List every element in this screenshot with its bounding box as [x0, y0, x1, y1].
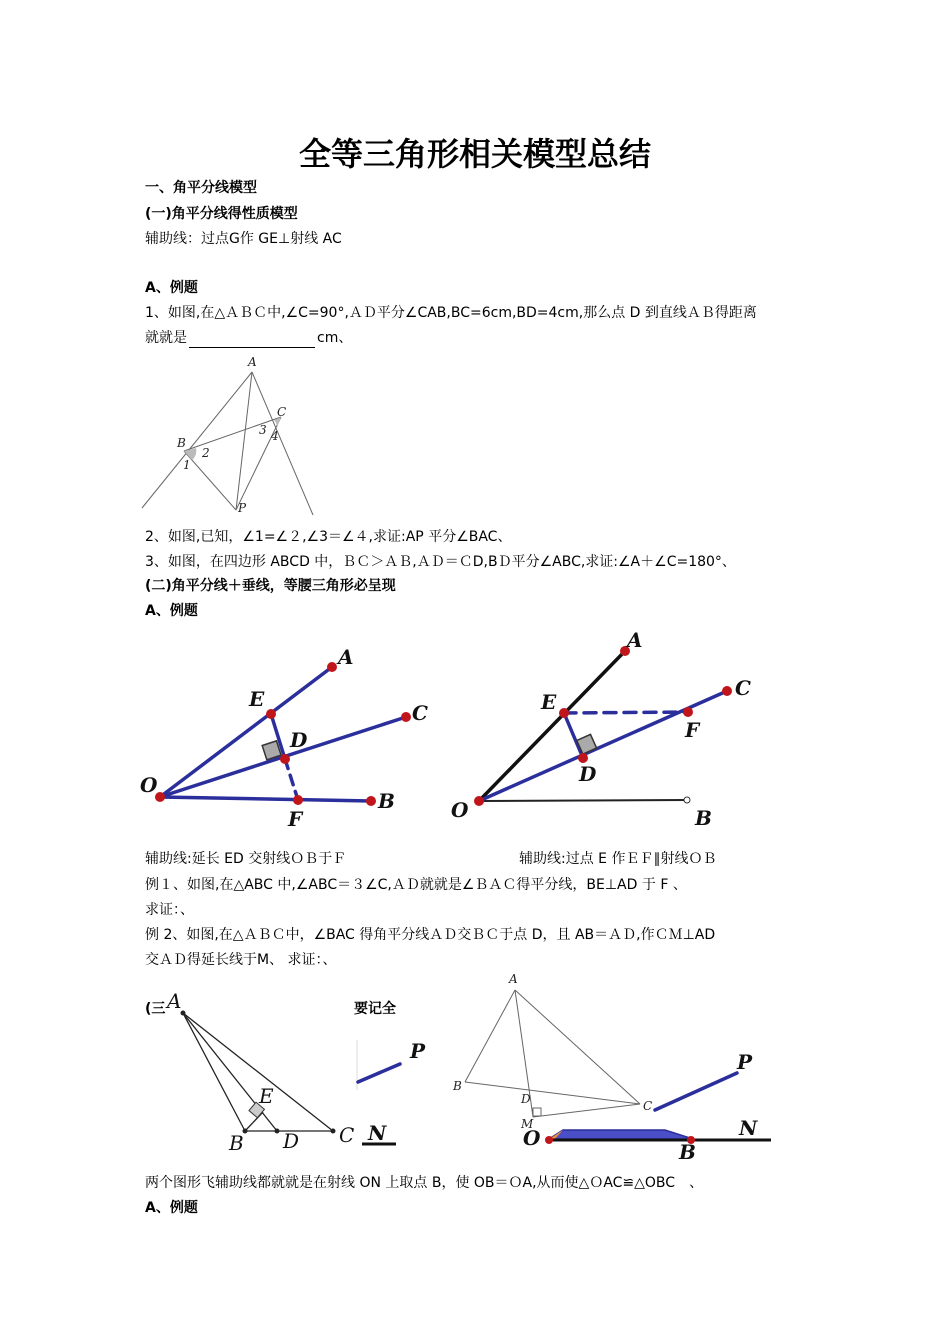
fig5-label-b: B	[453, 1079, 462, 1093]
segment-ad	[183, 1013, 277, 1131]
fig-label-b: B	[679, 1140, 696, 1164]
point-o-2	[474, 796, 484, 806]
figure-2-extend-ed	[140, 640, 440, 835]
fig2-label-a: A	[338, 645, 354, 669]
point-c-4	[331, 1129, 336, 1134]
fig3-label-d: D	[579, 762, 597, 786]
fig3-label-a: A	[627, 628, 643, 652]
line-a-p	[236, 372, 252, 510]
point-e	[266, 709, 276, 719]
fig1-label-a: A	[248, 355, 257, 369]
fig2-label-d: D	[290, 728, 308, 752]
fig5-label-a: A	[509, 972, 518, 986]
subsection-heading-1: (一)角平分线得性质模型	[145, 206, 298, 222]
question-2: 2、如图,已知，∠1=∠２,∠3＝∠４,求证:AP 平分∠BAC、	[145, 529, 512, 545]
ray-p-left	[358, 1064, 400, 1082]
point-c-2	[722, 686, 732, 696]
ray-op	[655, 1073, 737, 1110]
fig1-label-b: B	[177, 436, 186, 450]
fig-label-n-left: N	[368, 1121, 387, 1145]
fig-label-o: O	[523, 1126, 541, 1150]
fig1-label-2: 2	[202, 446, 210, 460]
ray-oa-black	[479, 651, 625, 801]
fig3-label-b: B	[695, 806, 712, 830]
side-ab	[183, 1013, 245, 1131]
summary-text: 两个图形飞辅助线都就就是在射线 ON 上取点 B，使 OB＝ＯA,从而使△ＯAC≌△OBC 、	[145, 1175, 704, 1191]
figure-1-angle-bisector	[140, 350, 320, 520]
figure-ray-n-left	[360, 1120, 400, 1150]
fig5-label-d: D	[521, 1092, 531, 1106]
fig3-label-f: F	[685, 718, 700, 742]
fig-label-p-left: P	[410, 1039, 426, 1063]
fig1-label-p: P	[238, 501, 247, 515]
fig3-label-e: E	[541, 690, 557, 714]
fig3-label-o: O	[451, 798, 469, 822]
question-3: 3、如图，在四边形 ABCD 中，ＢＣ＞ＡＢ,ＡＤ＝ＣD,BＤ平分∠ABC,求证:∠A＋∠C=180°、	[145, 554, 736, 570]
fig4-label-e: E	[259, 1084, 274, 1108]
line-a-right	[252, 372, 313, 515]
figure-ray-on	[515, 1050, 780, 1164]
example-1-line-1: 例１、如图,在△ABC 中,∠ABC＝３∠C,ＡＤ就就是∠ＢＡＣ得平分线，BE⊥AD 于 F 、	[145, 877, 687, 893]
dashed-ef	[564, 712, 688, 713]
fig2-label-c: C	[412, 701, 428, 725]
fig3-label-c: C	[735, 676, 751, 700]
segment-ed-blue	[564, 713, 583, 758]
fig1-label-4: 4	[271, 429, 279, 443]
point-b-2	[684, 797, 690, 803]
dashed-df	[285, 759, 298, 800]
example-2-line-1: 例 2、如图,在△ＡＢＣ中，∠BAC 得角平分线ＡＤ交ＢＣ于点 D，且 AB＝ＡＤ,作ＣＭ⊥AD	[145, 927, 716, 943]
fig1-label-1: 1	[183, 458, 191, 472]
example-label-1: A、例题	[145, 280, 198, 296]
fig2-label-b: B	[378, 789, 395, 813]
example-1-line-2: 求证：、	[145, 902, 194, 918]
point-b	[366, 796, 376, 806]
subsection-heading-2: (二)角平分线＋垂线，等腰三角形必呈现	[145, 578, 396, 594]
section-heading: 一、角平分线模型	[145, 180, 257, 196]
side-ab-5	[465, 990, 515, 1082]
point-a	[327, 662, 337, 672]
fig-label-n: N	[739, 1116, 758, 1140]
fig2-label-o: O	[140, 773, 158, 797]
point-d-4	[275, 1129, 280, 1134]
ray-ob-black	[479, 800, 687, 801]
line-b-p	[184, 451, 236, 510]
fig5-label-m: M	[521, 1117, 534, 1131]
aux-line-text-1: 辅助线：过点G作 GE⊥射线 AC	[145, 231, 342, 247]
aux-line-text-2-right: 辅助线:过点 E 作ＥＦ∥射线ＯＢ	[519, 851, 717, 867]
line-a-left	[142, 372, 252, 508]
point-o-5	[545, 1136, 553, 1144]
fig1-label-c: C	[277, 405, 287, 419]
figure-3-parallel-ef	[445, 625, 765, 835]
point-f-2	[683, 707, 693, 717]
fig2-label-f: F	[288, 807, 303, 831]
fig4-label-b: B	[229, 1131, 244, 1155]
figure-ray-p-left	[356, 1040, 436, 1090]
shaded-region	[549, 1130, 693, 1139]
example-2-line-2: 交ＡＤ得延长线于M、 求证：、	[145, 952, 337, 968]
point-d	[280, 754, 290, 764]
fig5-label-c: C	[643, 1099, 653, 1113]
fig2-label-e: E	[249, 687, 265, 711]
example-label-3: A、例题	[145, 1200, 198, 1216]
fig4-label-d: D	[283, 1129, 300, 1153]
page-title: 全等三角形相关模型总结	[298, 135, 651, 173]
figure-4-triangle-abc	[145, 990, 360, 1160]
subsection-heading-3-prefix: (三	[145, 1001, 166, 1017]
point-e-2	[559, 708, 569, 718]
example-label-2: A、例题	[145, 603, 198, 619]
fig4-label-a: A	[167, 989, 182, 1013]
point-f	[293, 795, 303, 805]
answer-blank	[189, 332, 315, 348]
fig-label-p-right: P	[737, 1050, 753, 1074]
ray-ob	[160, 797, 371, 801]
fig1-label-3: 3	[259, 423, 267, 437]
point-c	[401, 712, 411, 722]
fig4-label-c: C	[339, 1123, 355, 1147]
subsection-heading-3-suffix: 要记全	[354, 1001, 396, 1017]
question-1-line-2	[145, 328, 352, 348]
question-1-prefix: 就就是	[145, 330, 187, 346]
aux-line-text-2-left: 辅助线:延长 ED 交射线ＯＢ于Ｆ	[145, 851, 347, 867]
question-1-suffix: cm、	[317, 330, 353, 346]
question-1-line-1: 1、如图,在△ＡＢＣ中,∠C=90°,ＡＤ平分∠CAB,BC=6cm,BD=4cm,那么点 D 到直线ＡＢ得距离	[145, 305, 757, 321]
